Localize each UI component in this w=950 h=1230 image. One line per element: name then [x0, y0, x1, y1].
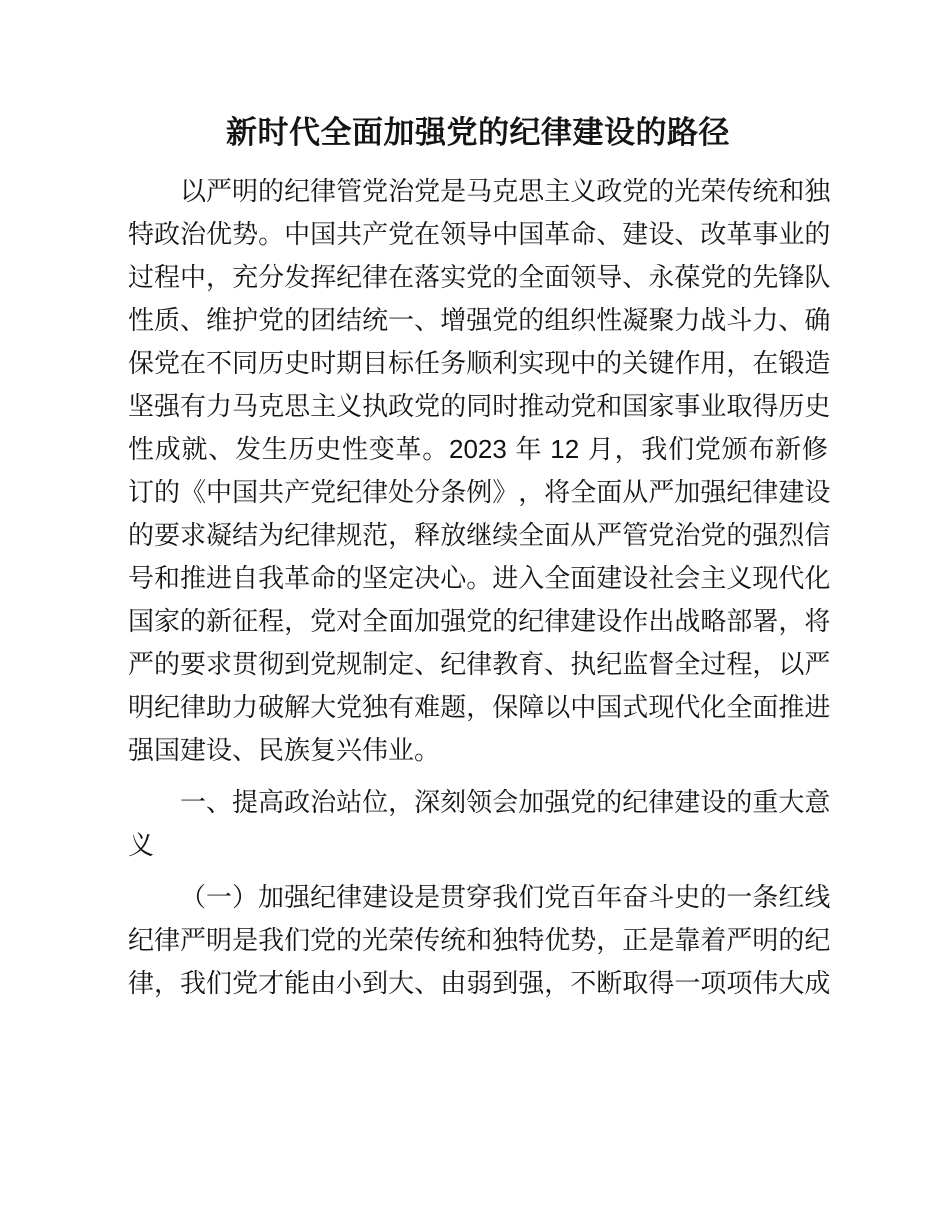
text-line: 性 质 、 维 护 党 的 团 结 统 一 、 增 强 党 的 组 织 性 凝 聚 力 战 斗 力 、 确 [128, 305, 831, 335]
text-line: 过 程 中 ， 充 分 发 挥 纪 律 在 落 实 党 的 全 面 领 导 、 永 葆 党 的 先 锋 队 [128, 262, 831, 292]
document-title: 新时代全面加强党的纪律建设的路径 [226, 115, 730, 150]
text-line: 保 党 在 不 同 历 史 时 期 目 标 任 务 顺 利 实 现 中 的 关 键 作 用 ， 在 锻 造 [128, 348, 831, 378]
text-line: 性 成 就 、 发 生 历 史 性 变 革 。 2023 年 12 月 ， 我 们 党 颁 布 新 修 [128, 434, 828, 464]
document-content [128, 110, 831, 1005]
sub-paragraph-1-1 [128, 876, 831, 1005]
text-line: 号 和 推 进 自 我 革 命 的 坚 定 决 心 。 进 入 全 面 建 设 社 会 主 义 现 代 化 [128, 563, 831, 593]
text-line: 强国建设、民族复兴伟业。 [128, 735, 441, 765]
text-line: 的 要 求 凝 结 为 纪 律 规 范 ， 释 放 继 续 全 面 从 严 管 党 治 党 的 强 烈 信 [128, 520, 831, 550]
text-line: 特 政 治 优 势 。 中 国 共 产 党 在 领 导 中 国 革 命 、 建 设 、 改 革 事 业 的 [128, 219, 831, 249]
text-line: 一 、 提 高 政 治 站 位 ， 深 刻 领 会 加 强 党 的 纪 律 建 设 的 重 大 意 [180, 787, 831, 817]
text-line: 律 ， 我 们 党 才 能 由 小 到 大 、 由 弱 到 强 ， 不 断 取 得 一 项 项 伟 大 成 [128, 968, 831, 998]
document-body [128, 170, 831, 1005]
text-line: 订 的 《 中 国 共 产 党 纪 律 处 分 条 例 》 ， 将 全 面 从 严 加 强 纪 律 建 设 [128, 477, 831, 507]
text-line: 以 严 明 的 纪 律 管 党 治 党 是 马 克 思 主 义 政 党 的 光 荣 传 统 和 独 [180, 176, 831, 206]
section-heading-1 [128, 781, 831, 867]
text-line: 严 的 要 求 贯 彻 到 党 规 制 定 、 纪 律 教 育 、 执 纪 监 督 全 过 程 ， 以 严 [128, 649, 831, 679]
text-line: 义 [128, 830, 155, 860]
text-line: 国 家 的 新 征 程 ， 党 对 全 面 加 强 党 的 纪 律 建 设 作 出 战 略 部 署 ， 将 [128, 606, 831, 636]
text-line: 坚 强 有 力 马 克 思 主 义 执 政 党 的 同 时 推 动 党 和 国 家 事 业 取 得 历 史 [128, 391, 831, 421]
text-line: 明 纪 律 助 力 破 解 大 党 独 有 难 题 ， 保 障 以 中 国 式 现 代 化 全 面 推 进 [128, 692, 831, 722]
text-line: （ 一 ） 加 强 纪 律 建 设 是 贯 穿 我 们 党 百 年 奋 斗 史 的 一 条 红 线 [180, 882, 831, 912]
intro-paragraph [128, 170, 831, 772]
text-line: 纪 律 严 明 是 我 们 党 的 光 荣 传 统 和 独 特 优 势 ， 正 是 靠 着 严 明 的 纪 [128, 925, 831, 955]
